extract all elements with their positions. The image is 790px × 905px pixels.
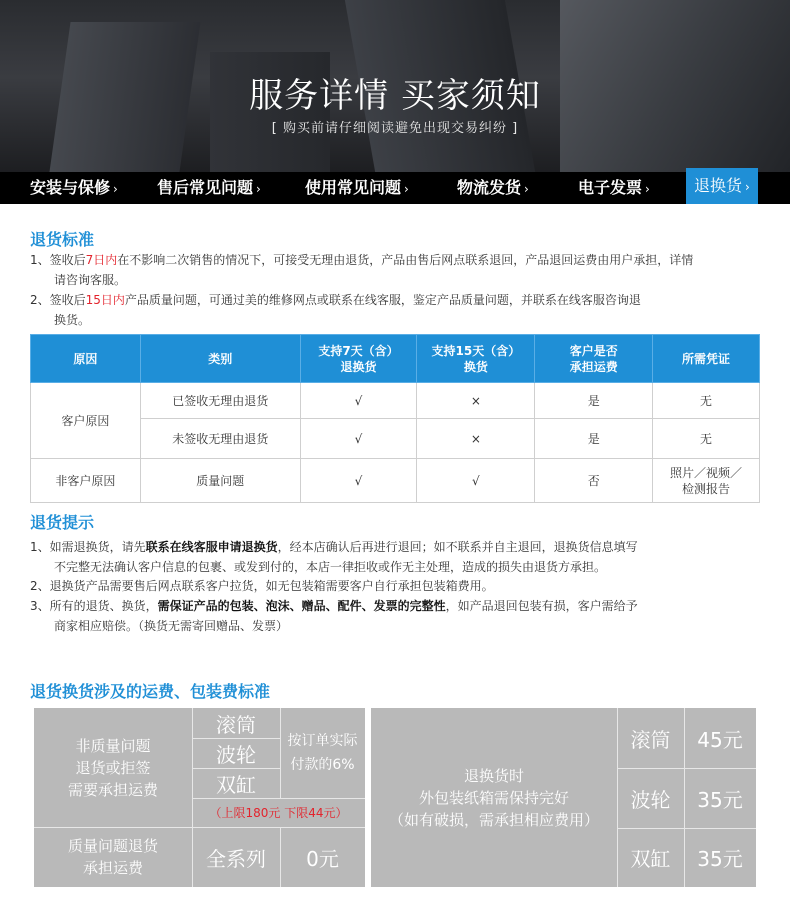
chevron-right-icon: › <box>745 180 750 194</box>
packaging-note: 退换货时 外包装纸箱需保持完好 （如有破损，需承担相应费用） <box>388 766 599 829</box>
return-standard-item-1: 1、签收后7日内在不影响二次销售的情况下，可接受无理由退货，产品由售后网点联系退回，产品退回运费由用户承担，详情 请咨询客服。 <box>30 253 694 287</box>
section-title-fee-standard: 退货换货涉及的运费、包装费标准 <box>30 682 271 701</box>
nav-tab-logistics[interactable]: 物流发货 › <box>457 178 529 197</box>
page-subtitle: [ 购买前请仔细阅读避免出现交易纠纷 ] <box>271 121 519 136</box>
cell-category: 未签收无理由退货 <box>140 419 300 459</box>
cell-freight: 否 <box>535 459 653 503</box>
col-header-proof: 所需凭证 <box>653 335 760 383</box>
chevron-right-icon: › <box>524 182 529 196</box>
non-quality-freight-label: 非质量问题 退货或拒签 需要承担运费 <box>67 736 158 799</box>
chevron-right-icon: › <box>256 182 261 196</box>
cell-reason: 客户原因 <box>31 383 141 459</box>
cell-proof: 无 <box>653 419 760 459</box>
cell-reason: 非客户原因 <box>31 459 141 503</box>
col-header-15-days: 支持15天（含） 换货 <box>417 335 535 383</box>
table-header-row <box>31 335 760 383</box>
section-title-return-standard: 退货标准 <box>30 230 95 249</box>
cell-category: 已签收无理由退货 <box>140 383 300 419</box>
table-row <box>31 383 760 419</box>
col-header-freight: 客户是否 承担运费 <box>535 335 653 383</box>
highlight-contact-service: 联系在线客服申请退换货 <box>145 540 278 554</box>
highlight-package-integrity: 需保证产品的包装、泡沫、赠品、配件、发票的完整性 <box>157 599 446 613</box>
fee-limit-note: （上限180元 下限44元） <box>209 806 348 820</box>
type-twin-tub: 双缸 <box>216 772 256 797</box>
return-policy-table <box>30 334 760 503</box>
cell-proof: 照片／视频／ 检测报告 <box>653 459 760 503</box>
return-standard-item-2: 2、签收后15日内产品质量问题，可通过美的维修网点或联系在线客服，鉴定产品质量问题，并联系在线客服咨询退 换货。 <box>30 293 641 327</box>
service-nav <box>0 172 790 204</box>
return-tip-1: 1、如需退换货，请先联系在线客服申请退换货，经本店确认后再进行退回；如不联系并自主退回，退换货信息填写 不完整无法确认客户信息的包裹、或发到付的，本店一律拒收或作无主处理，造成的损失由退货方承担。 <box>30 540 638 574</box>
actual-payment-rate: 按订单实际 付款的6% <box>287 733 358 773</box>
cell-freight: 是 <box>535 383 653 419</box>
table-row <box>31 419 760 459</box>
cell-7-days: √ <box>300 419 417 459</box>
nav-tab-installation[interactable]: 安装与保修 › <box>30 178 118 197</box>
return-tip-2: 2、退换货产品需要售后网点联系客户拉货，如无包装箱需要客户自行承担包装箱费用。 <box>30 579 494 593</box>
chevron-right-icon: › <box>404 182 409 196</box>
nav-tab-after-sales-faq[interactable]: 售后常见问题 › <box>157 178 261 197</box>
cell-freight: 是 <box>535 419 653 459</box>
nav-tab-returns[interactable]: 退换货 › <box>686 168 758 204</box>
cell-15-days: × <box>417 383 535 419</box>
all-series-label: 全系列 <box>206 846 266 871</box>
cell-category: 质量问题 <box>140 459 300 503</box>
packaging-type-drum: 滚筒 <box>630 727 671 752</box>
nav-tab-usage-faq[interactable]: 使用常见问题 › <box>305 178 409 197</box>
cell-15-days: √ <box>417 459 535 503</box>
cell-proof: 无 <box>653 383 760 419</box>
col-header-category: 类别 <box>140 335 300 383</box>
col-header-reason: 原因 <box>31 335 141 383</box>
type-impeller: 波轮 <box>216 742 256 767</box>
chevron-right-icon: › <box>113 182 118 196</box>
zero-fee: 0元 <box>306 846 339 871</box>
packaging-price-twin-tub: 35元 <box>697 847 743 871</box>
page-title: 服务详情 买家须知 <box>249 76 541 116</box>
cell-15-days: × <box>417 419 535 459</box>
packaging-type-twin-tub: 双缸 <box>630 847 671 871</box>
chevron-right-icon: › <box>645 182 650 196</box>
type-drum: 滚筒 <box>216 712 256 737</box>
highlight-7-days: 7日内 <box>85 253 118 267</box>
cell-7-days: √ <box>300 459 417 503</box>
fee-table-left <box>34 708 365 887</box>
cell-7-days: √ <box>300 383 417 419</box>
highlight-15-days: 15日内 <box>85 293 125 307</box>
quality-freight-label: 质量问题退货 承担运费 <box>67 837 158 877</box>
fee-table-right <box>371 708 756 887</box>
col-header-7-days: 支持7天（含） 退换货 <box>300 335 417 383</box>
packaging-price-impeller: 35元 <box>697 787 743 812</box>
section-title-return-tips: 退货提示 <box>30 513 95 532</box>
packaging-price-drum: 45元 <box>697 727 743 752</box>
nav-tab-e-invoice[interactable]: 电子发票 › <box>578 178 650 197</box>
packaging-type-impeller: 波轮 <box>630 787 671 812</box>
header-banner <box>0 0 790 172</box>
return-tip-3: 3、所有的退货、换货，需保证产品的包装、泡沫、赠品、配件、发票的完整性，如产品退回包装有损，客户需给予 商家相应赔偿。（换货无需寄回赠品、发票） <box>30 599 638 633</box>
table-row <box>31 459 760 503</box>
